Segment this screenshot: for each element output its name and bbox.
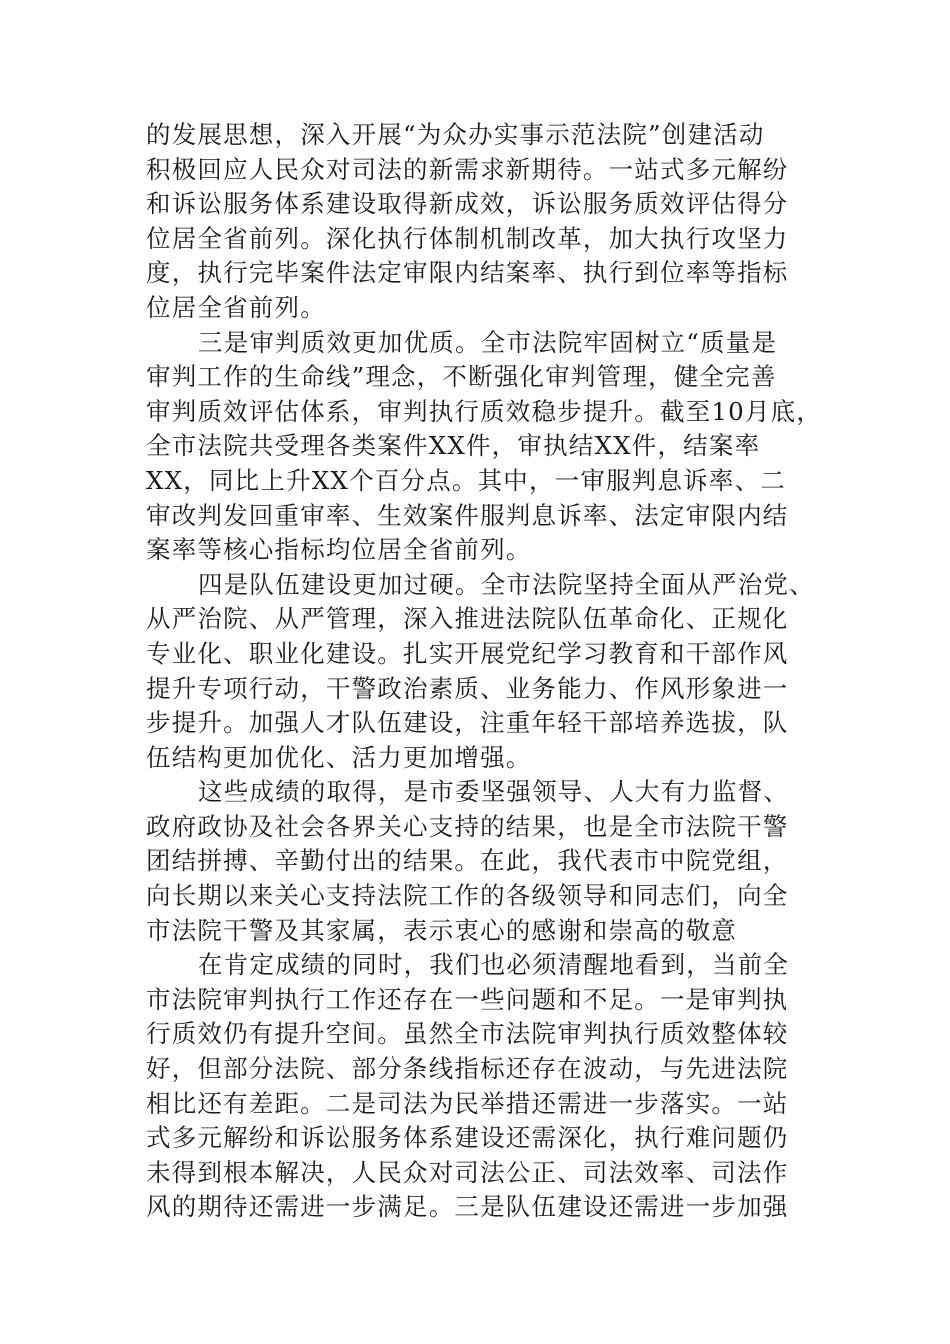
text-line: 行质效仍有提升空间。虽然全市法院审判执行质效整体较: [146, 1019, 789, 1049]
text-line: 步提升。加强人才队伍建设，注重年轻干部培养选拔，队: [146, 708, 789, 738]
text-line: 市法院干警及其家属，表示衷心的感谢和崇高的敬意: [146, 915, 738, 945]
text-line: 审改判发回重审率、生效案件服判息诉率、法定审限内结: [146, 500, 789, 530]
document-body: [146, 118, 823, 1225]
text-line: 向长期以来关心支持法院工作的各级领导和同志们，向全: [146, 881, 789, 911]
paragraph-first-line: 三是审判质效更加优质。全市法院牢固树立“质量是: [198, 327, 778, 357]
text-line: XX，同比上升XX个百分点。其中，一审服判息诉率、二: [146, 465, 786, 495]
paragraph-first-line: 在肯定成绩的同时，我们也必须清醒地看到，当前全: [198, 950, 790, 980]
text-line: 风的期待还需进一步满足。三是队伍建设还需进一步加强: [146, 1192, 789, 1222]
text-line: 的发展思想，深入开展“为众办实事示范法院”创建活动: [146, 120, 765, 149]
text-line: 审判工作的生命线”理念，不断强化审判管理，健全完善: [146, 362, 777, 392]
text-line: 市法院审判执行工作还存在一些问题和不足。一是审判执: [146, 984, 789, 1014]
text-line: 相比还有差距。二是司法为民举措还需进一步落实。一站: [146, 1088, 789, 1118]
text-line: 位居全省前列。: [146, 292, 326, 322]
text-line: 式多元解纷和诉讼服务体系建设还需深化，执行难问题仍: [146, 1123, 789, 1153]
text-line: 好，但部分法院、部分条线指标还存在波动，与先进法院: [146, 1054, 789, 1084]
text-line: 提升专项行动，干警政治素质、业务能力、作风形象进一: [146, 673, 789, 703]
text-line: 专业化、职业化建设。扎实开展党纪学习教育和干部作风: [146, 638, 789, 668]
text-line: 和诉讼服务体系建设取得新成效，诉讼服务质效评估得分: [146, 189, 789, 219]
text-line: 未得到根本解决，人民众对司法公正、司法效率、司法作: [146, 1157, 789, 1187]
text-line: 案率等核心指标均位居全省前列。: [146, 535, 532, 565]
paragraph-first-line: 四是队伍建设更加过硬。全市法院坚持全面从严治党、: [198, 569, 815, 599]
text-line: 团结拼搏、辛勤付出的结果。在此，我代表市中院党组，: [146, 846, 789, 876]
text-line: 全市法院共受理各类案件XX件，审执结XX件，结案率: [146, 431, 761, 461]
text-line: 位居全省前列。深化执行体制机制改革，加大执行攻坚力: [146, 223, 789, 253]
text-line: 从严治院、从严管理，深入推进法院队伍革命化、正规化: [146, 604, 789, 634]
text-line: 伍结构更加优化、活力更加增强。: [146, 742, 532, 772]
text-line: 度，执行完毕案件法定审限内结案率、执行到位率等指标: [146, 258, 789, 288]
paragraph-first-line: 这些成绩的取得，是市委坚强领导、人大有力监督、: [198, 777, 790, 807]
text-line: 积极回应人民众对司法的新需求新期待。一站式多元解纷: [146, 154, 789, 184]
text-line: 审判质效评估体系，审判执行质效稳步提升。截至10月底，: [146, 396, 823, 426]
text-line: 政府政协及社会各界关心支持的结果，也是全市法院干警: [146, 811, 789, 841]
